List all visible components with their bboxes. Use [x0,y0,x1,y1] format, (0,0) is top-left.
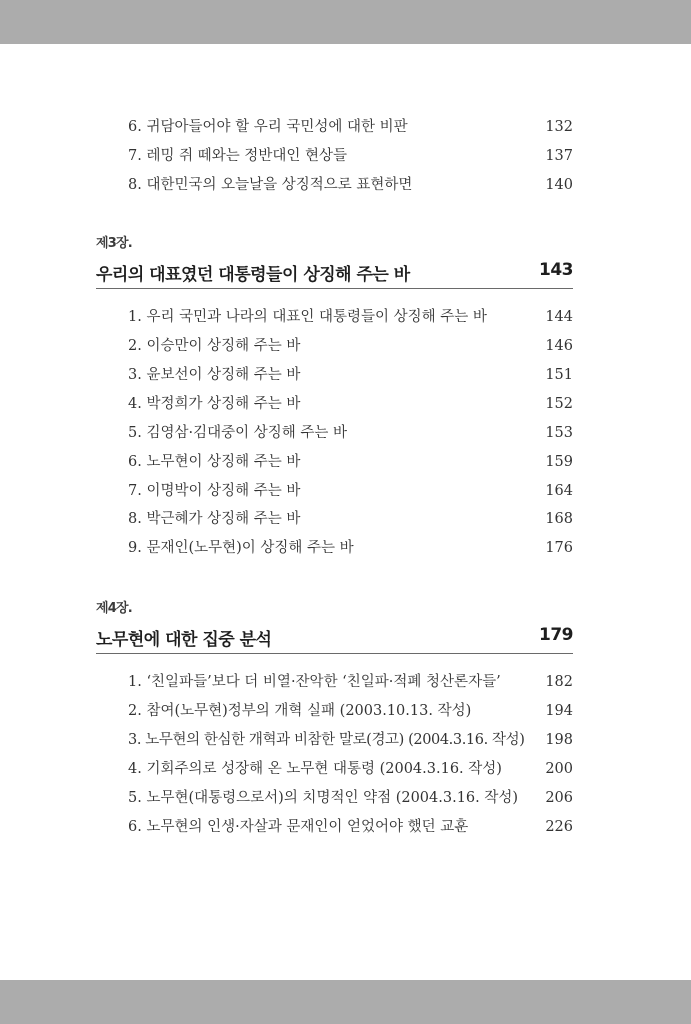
toc-entry-title: 6. 노무현이 상징해 주는 바 [128,454,301,470]
toc-entry-page: 144 [545,309,573,325]
toc-entry[interactable] [128,537,573,559]
toc-entry[interactable] [128,393,573,415]
toc-entry[interactable] [128,480,573,502]
toc-entry-page: 152 [545,396,573,412]
toc-entry-title: 7. 레밍 쥐 떼와는 정반대인 현상들 [128,148,347,164]
chapter-heading[interactable] [96,623,573,654]
toc-entry-page: 200 [545,761,573,777]
toc-entry-title: 1. 우리 국민과 나라의 대표인 대통령들이 상징해 주는 바 [128,309,487,325]
toc-entry-title: 2. 이승만이 상징해 주는 바 [128,338,301,354]
toc-entry-page: 159 [545,454,573,470]
toc-entry[interactable] [128,174,573,196]
toc-entry[interactable] [128,145,573,167]
toc-entry-page: 140 [545,177,573,193]
chapter-label: 제4장. [96,601,132,616]
toc-entry-page: 182 [545,674,573,690]
toc-entry-title: 3. 노무현의 한심한 개혁과 비참한 말로(경고) (2004.3.16. 작성) [128,732,525,748]
toc-entry-title: 2. 참여(노무현)정부의 개혁 실패 (2003.10.13. 작성) [128,703,472,719]
chapter-label: 제3장. [96,236,132,251]
toc-entry-title: 6. 귀담아들어야 할 우리 국민성에 대한 비판 [128,119,408,135]
toc-entry[interactable] [128,451,573,473]
toc-entry[interactable] [128,671,573,693]
toc-entry-title: 4. 박정희가 상징해 주는 바 [128,396,301,412]
toc-entry[interactable] [128,116,573,138]
toc-entry-title: 4. 기회주의로 성장해 온 노무현 대통령 (2004.3.16. 작성) [128,761,502,777]
toc-entry-page: 206 [545,790,573,806]
chapter-page: 179 [539,625,573,645]
toc-entry-title: 8. 대한민국의 오늘날을 상징적으로 표현하면 [128,177,413,193]
toc-entry[interactable] [128,758,573,780]
toc-entry-title: 1. ‘친일파들’보다 더 비열·잔악한 ‘친일파·적폐 청산론자들’ [128,674,501,690]
toc-entry[interactable] [128,816,573,838]
toc-entry-title: 8. 박근혜가 상징해 주는 바 [128,511,301,527]
toc-entry[interactable] [128,422,573,444]
toc-entry-title: 3. 윤보선이 상징해 주는 바 [128,367,301,383]
toc-entry[interactable] [128,787,573,809]
toc-entry-title: 6. 노무현의 인생·자살과 문재인이 얻었어야 했던 교훈 [128,819,469,835]
toc-entry-page: 176 [545,540,573,556]
toc-entry-title: 9. 문재인(노무현)이 상징해 주는 바 [128,540,354,556]
toc-entry-page: 137 [545,148,573,164]
bottom-margin-band [0,980,691,1024]
toc-entry-page: 168 [545,511,573,527]
toc-entry-page: 226 [545,819,573,835]
top-margin-band [0,0,691,44]
toc-entry-title: 5. 김영삼·김대중이 상징해 주는 바 [128,425,347,441]
toc-entry[interactable] [128,335,573,357]
toc-entry-page: 198 [545,732,573,748]
chapter-heading[interactable] [96,258,573,289]
toc-entry-page: 164 [545,483,573,499]
toc-entry-title: 7. 이명박이 상징해 주는 바 [128,483,301,499]
chapter-title: 노무현에 대한 집중 분석 [96,630,272,650]
toc-entry-page: 194 [545,703,573,719]
chapter-title: 우리의 대표였던 대통령들이 상징해 주는 바 [96,265,410,285]
toc-entry[interactable] [128,729,573,751]
toc-entry[interactable] [128,306,573,328]
toc-entry[interactable] [128,508,573,530]
toc-entry-page: 153 [545,425,573,441]
toc-entry-page: 146 [545,338,573,354]
toc-entry[interactable] [128,364,573,386]
chapter-page: 143 [539,260,573,280]
toc-entry-title: 5. 노무현(대통령으로서)의 치명적인 약점 (2004.3.16. 작성) [128,790,519,806]
toc-entry-page: 132 [545,119,573,135]
toc-entry-page: 151 [545,367,573,383]
toc-entry[interactable] [128,700,573,722]
